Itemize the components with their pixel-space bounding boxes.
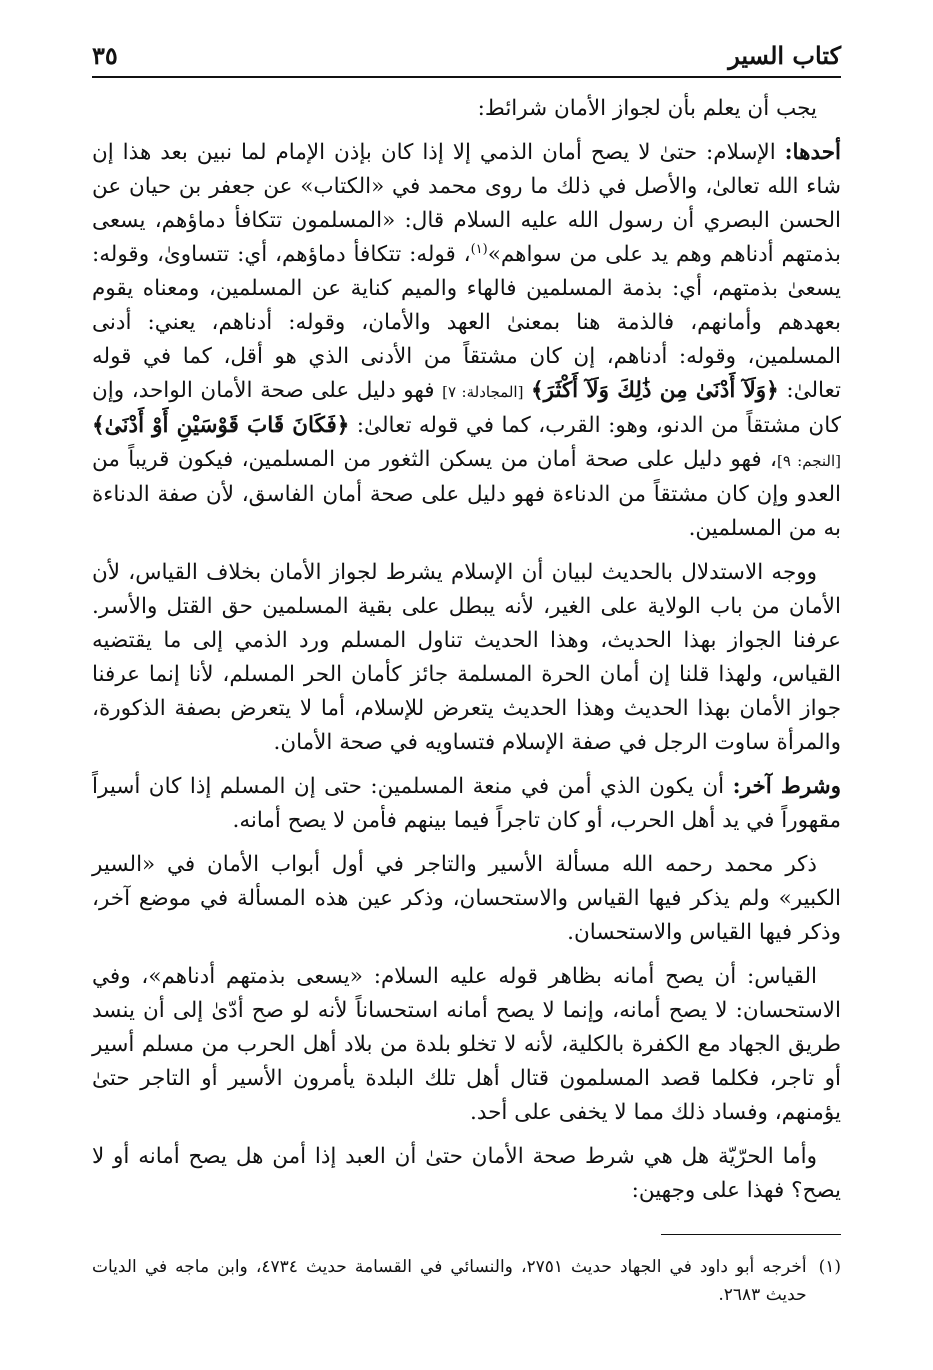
paragraph-text: فهو دليل على صحة الأمان الواحد، وإن كان مشتقاً من الدنو، وهو: القرب، كما في قوله تعالىٰ:: [92, 378, 841, 438]
footnote-mark: (١): [818, 1257, 841, 1277]
paragraph-text: الإسلام: حتىٰ لا يصح أمان الذمي إلا إذا كان بإذن الإمام لما نبين بعد هذا إن شاء الله تعالىٰ، والأصل في ذلك ما روى محمد في «الكتاب» عن جعفر بن حيان عن الحسن البصري أن رسول الله عليه السلام قال: «المسلمون تتكافأ دماؤهم، يسعى بذمتهم أدناهم وهم يد على من سواهم»: [92, 140, 841, 267]
footnote-text: أخرجه أبو داود في الجهاد حديث ٢٧٥١، والنسائي في القسامة حديث ٤٧٣٤، وابن ماجه في الديات حديث ٢٦٨٣.: [92, 1257, 807, 1305]
paragraph-text: ووجه الاستدلال بالحديث لبيان أن الإسلام يشرط لجواز الأمان بخلاف القياس، لأن الأمان من باب الولاية على الغير، لأنه يبطل على بقية المسلمين حق القتل والأسر. عرفنا الجواز بهذا الحديث، وهذا الحديث تناول المسلم ورد الذمي إلى ما يقتضيه القياس، ولهذا قلنا إن أمان الحرة المسلمة جائز كأمان الحر المسلم، لأنا إنما عرفنا جواز الأمان بهذا الحديث وهذا الحديث يتعرض للإسلام، أما لا يتعرض بصفة الذكورة، والمرأة ساوت الرجل في صفة الإسلام فتساويه في صحة الأمان.: [92, 560, 841, 755]
lead-word: وشرط آخر:: [732, 774, 841, 799]
footnote-item: [92, 1253, 841, 1309]
footnote-divider: [661, 1234, 841, 1235]
footnote-reference[interactable]: (١): [470, 241, 488, 257]
footnotes: [92, 1234, 841, 1309]
paragraph-intro: [92, 92, 841, 126]
verse-reference: [المجادلة: ٧]: [442, 383, 524, 401]
page-number: ٣٥: [92, 41, 118, 70]
paragraph-text: ، قوله: تتكافأ دماؤهم، أي: تتساوىٰ، وقوله: يسعىٰ بذمتهم، أي: بذمة المسلمين فالهاء والميم كناية عن المسلمين، ومعناه يقوم بعهدهم وأمانهم، فالذمة هنا بمعنىٰ العهد والأمان، وقوله: أدناهم، يعني: أدنى المسلمين، وقوله: أدناهم، إن كان مشتقاً من الأدنى الذي هو أقل، كما في قوله تعالىٰ:: [92, 242, 841, 403]
quran-verse: ﴿فَكَانَ قَابَ قَوْسَيْنِ أَوْ أَدْنَىٰ﴾: [92, 413, 350, 438]
paragraph-text: القياس: أن يصح أمانه بظاهر قوله عليه السلام: «يسعى بذمتهم أدناهم»، وفي الاستحسان: لا يصح أمانه، وإنما لا يصح أمانه استحساناً لأنه لو صح أدّىٰ إلى أن ينسد طريق الجهاد مع الكفرة بالكلية، لأنه لا تخلو بلدة من بلاد أهل الحرب من مسلم أسير أو تاجر، فكلما قصد المسلمون قتال أهل تلك البلدة يأمرون الأسير أو التاجر حتىٰ يؤمنهم، وفساد ذلك مما لا يخفى على أحد.: [92, 964, 841, 1125]
paragraph-text: ، فهو دليل على صحة أمان من يسكن الثغور من المسلمين، فيكون قريباً من العدو وإن كان مشتقاً من الدناءة فهو دليل على صحة أمان الفاسق، لأن صفة الدناءة به من المسلمين.: [92, 447, 841, 541]
paragraph-analogy: [92, 960, 841, 1130]
paragraph-hadith-argument: [92, 556, 841, 760]
paragraph-first-condition: [92, 136, 841, 546]
lead-word: أحدها:: [784, 140, 841, 165]
paragraph-second-condition: [92, 770, 841, 838]
paragraph-text: ذكر محمد رحمه الله مسألة الأسير والتاجر في أول أبواب الأمان في «السير الكبير» ولم يذكر فيها القياس والاستحسان، وذكر عين هذه المسألة في موضع آخر، وذكر فيها القياس والاستحسان.: [92, 852, 841, 945]
main-text: [92, 92, 841, 1218]
paragraph-text: يجب أن يعلم بأن لجواز الأمان شرائط:: [477, 96, 817, 121]
running-title: كتاب السير: [728, 41, 841, 70]
verse-reference: [النجم: ٩]: [776, 452, 841, 470]
paragraph-text: أن يكون الذي أمن في منعة المسلمين: حتى إن المسلم إذا كان أسيراً مقهوراً في يد أهل الحرب، أو كان تاجراً فيما بينهم فأمن لا يصح أمانه.: [92, 774, 841, 833]
paragraph-captive-merchant: [92, 848, 841, 950]
quran-verse: ﴿وَلَآ أَدْنَىٰ مِن ذَٰلِكَ وَلَآ أَكْثَرَ﴾: [531, 378, 779, 403]
paragraph-text: وأما الحرّيّة هل هي شرط صحة الأمان حتىٰ أن العبد إذا أمن هل يصح أمانه أو لا يصح؟ فهذا على وجهين:: [92, 1144, 841, 1203]
paragraph-freedom: [92, 1140, 841, 1208]
page-header: [92, 30, 841, 78]
